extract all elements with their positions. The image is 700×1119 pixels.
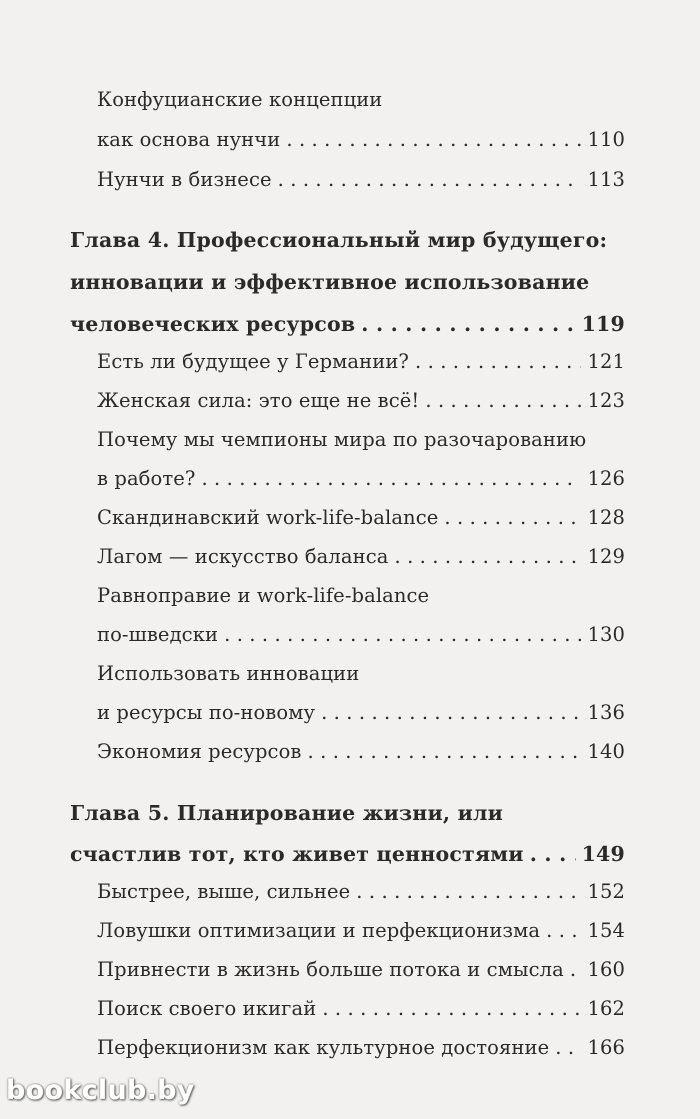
toc-entry: [97, 997, 625, 1020]
entry-title: Перфекционизм как культурное достояние: [97, 1036, 550, 1059]
page-number: 140: [587, 740, 625, 763]
leader-dots: [356, 880, 581, 903]
entry-title: Женская сила: это еще не всё!: [97, 389, 420, 412]
toc-entry: [97, 350, 625, 373]
toc-entry: [97, 168, 625, 191]
entry-title: в работе?: [97, 467, 196, 490]
page-number: 136: [587, 701, 625, 724]
toc-entry: [97, 623, 625, 646]
leader-dots: [546, 919, 581, 942]
toc-entry: [97, 701, 625, 724]
entry-title: Поиск своего икигай: [97, 997, 317, 1020]
page-number: 128: [587, 506, 625, 529]
chapter-title-line: [70, 228, 630, 252]
toc-entry: [97, 958, 625, 981]
leader-dots: [308, 740, 582, 763]
toc-entry: [97, 128, 625, 151]
entry-title: Нунчи в бизнесе: [97, 168, 272, 191]
chapter-entry: [70, 842, 625, 866]
toc-entry: [97, 919, 625, 942]
page-number: 119: [581, 312, 625, 336]
page-number: 126: [587, 467, 625, 490]
entry-title: Конфуцианские концепции: [97, 88, 383, 111]
leader-dots: [555, 1036, 581, 1059]
chapter-title: Глава 5. Планирование жизни, или: [70, 801, 504, 825]
leader-dots: [444, 506, 581, 529]
entry-title: Есть ли будущее у Германии?: [97, 350, 409, 373]
leader-dots: [530, 842, 576, 866]
entry-title: Использовать инновации: [97, 662, 360, 685]
chapter-title: счастлив тот, кто живет ценностями: [70, 842, 524, 866]
toc-entry: [97, 467, 625, 490]
leader-dots: [321, 701, 581, 724]
entry-title: Равноправие и work-life-balance: [97, 584, 430, 607]
chapter-title: инновации и эффективное использование: [70, 270, 590, 294]
watermark-text: bookclub.by: [6, 1075, 195, 1106]
toc-entry-line: [97, 428, 625, 451]
page-number: 121: [587, 350, 625, 373]
entry-title: и ресурсы по-новому: [97, 701, 316, 724]
page-number: 149: [581, 842, 625, 866]
chapter-title: Глава 4. Профессиональный мир будущего:: [70, 228, 608, 252]
page-number: 113: [587, 168, 625, 191]
entry-title: Привнести в жизнь больше потока и смысла: [97, 958, 564, 981]
toc-entry-line: [97, 584, 625, 607]
entry-title: по-шведски: [97, 623, 219, 646]
chapter-title-line: [70, 270, 630, 294]
toc-entry-line: [97, 88, 625, 111]
toc-entry: [97, 1036, 625, 1059]
leader-dots: [224, 623, 581, 646]
leader-dots: [278, 168, 582, 191]
entry-title: Скандинавский work-life-balance: [97, 506, 439, 529]
page-number: 130: [587, 623, 625, 646]
leader-dots: [415, 350, 581, 373]
chapter-entry: [70, 312, 625, 336]
page-number: 166: [587, 1036, 625, 1059]
leader-dots: [361, 312, 575, 336]
toc-entry: [97, 880, 625, 903]
leader-dots: [394, 545, 581, 568]
toc-entry: [97, 740, 625, 763]
toc-entry-line: [97, 662, 625, 685]
leader-dots: [425, 389, 581, 412]
page-number: 123: [587, 389, 625, 412]
page-number: 152: [587, 880, 625, 903]
leader-dots: [201, 467, 581, 490]
page-number: 160: [587, 958, 625, 981]
chapter-title-line: [70, 801, 630, 825]
entry-title: Экономия ресурсов: [97, 740, 302, 763]
page-number: 162: [587, 997, 625, 1020]
page-number: 154: [587, 919, 625, 942]
entry-title: Лагом — искусство баланса: [97, 545, 389, 568]
toc-entry: [97, 545, 625, 568]
chapter-title: человеческих ресурсов: [70, 312, 356, 336]
leader-dots: [286, 128, 581, 151]
page-number: 110: [587, 128, 625, 151]
page-number: 129: [587, 545, 625, 568]
entry-title: Ловушки оптимизации и перфекционизма: [97, 919, 541, 942]
entry-title: Быстрее, выше, сильнее: [97, 880, 351, 903]
toc-entry: [97, 389, 625, 412]
leader-dots: [322, 997, 581, 1020]
entry-title: Почему мы чемпионы мира по разочарованию: [97, 428, 587, 451]
toc-entry: [97, 506, 625, 529]
entry-title: как основа нунчи: [97, 128, 281, 151]
leader-dots: [570, 958, 582, 981]
